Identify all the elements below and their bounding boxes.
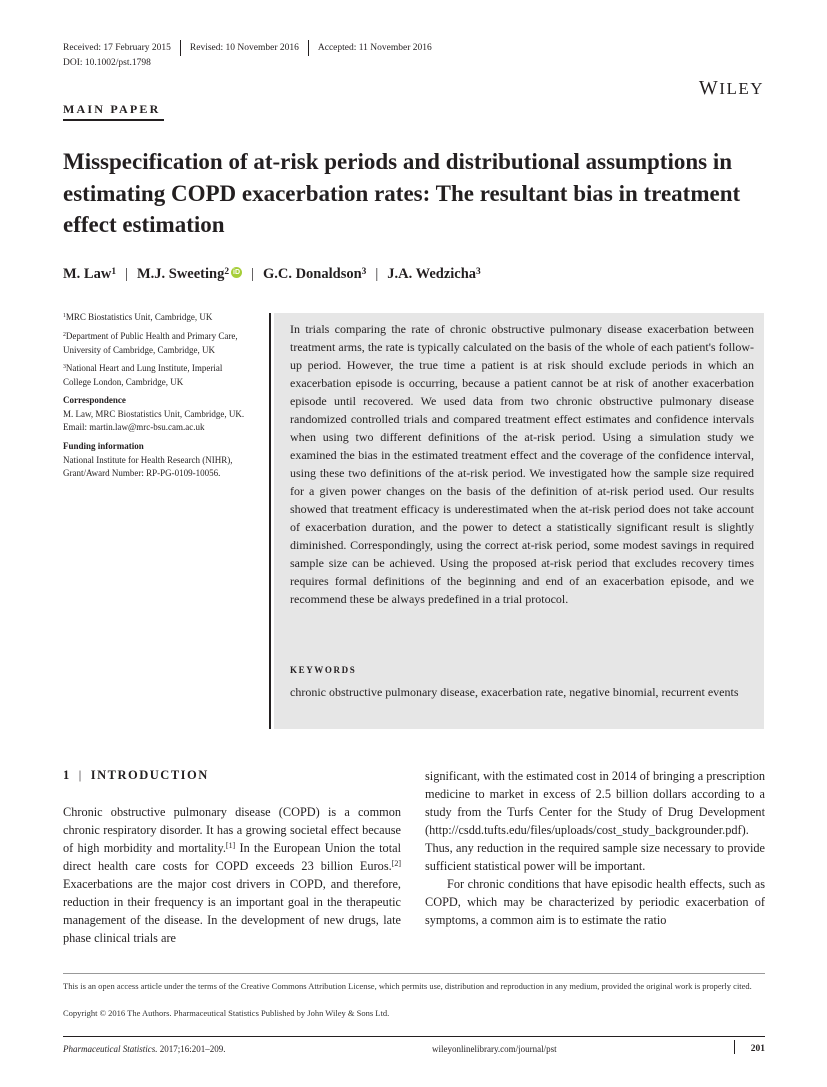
divider: [734, 1040, 735, 1054]
paragraph: Chronic obstructive pulmonary disease (COPD) is a common chronic respiratory disorder. It has a growing societal effect because of high morbidity and mortality.[1] In the European Union the total direct health care costs for COPD exceeds 23 billion Euros.[2] Exacerbations are the major cost drivers in COPD, and therefore, reduction in their frequency is an important goal in the therapeutic management of the disease. In the development of new drugs, late phase clinical trials are: [63, 805, 401, 945]
paragraph: significant, with the estimated cost in 2014 of bringing a prescription medicine to market in excess of 2.5 billion dollars according to a study from the Turfs Center for the Study of Drug Development (http://csdd.tufts.edu/files/uploads/cost_study_backgrounder.pdf). Thus, any reduction in the required sample size necessary to provide sufficient statistical power will be important.: [425, 769, 765, 873]
affiliation: $^1$MRC Biostatistics Unit, Cambridge, UK: [63, 312, 213, 322]
publisher-logo: WILEY: [698, 77, 764, 99]
section-rule: [63, 119, 164, 121]
abstract-text: In trials comparing the rate of chronic obstructive pulmonary disease exacerbation between treatment arms, the rate is typically calculated on the basis of the whole of each patient's follow-up period. However, the true time a patient is at risk should exclude periods in which an exacerbation episode is occurring, because a patient cannot be at risk of another exacerbation episode until recovered. We used data from two chronic obstructive pulmonary disease randomized controlled trials and compared treatment effect estimates and confidence intervals when using two different definitions of the at-risk period. Using a simulation study we examined the bias in the estimated treatment effect and the coverage of the confidence interval, using these two definitions of the at-risk period. We investigated how the sample size required for a given power changes on the basis of the definition of at-risk period used. Our results showed that treatment efficacy is underestimated when the at-risk period does not take account of exacerbation duration, and the power to detect a statistically significant result is slightly diminished. Correspondingly, using the correct at-risk period, some modest savings in required sample size can be achieved. Using the proposed at-risk period that excludes recovery times requires formal definitions of the beginning and end of an exacerbation episode, and we recommend these be always predefined in a trial protocol.: [290, 322, 754, 606]
affiliation: $^2$Department of Public Health and Primary Care, University of Cambridge, Cambridge, UK: [63, 331, 238, 355]
citation-link[interactable]: [2]: [391, 859, 401, 869]
footer-rule: [63, 1036, 765, 1037]
accepted-date: Accepted: 11 November 2016: [317, 43, 432, 53]
footnote-rule: [63, 973, 765, 974]
doi[interactable]: DOI: 10.1002/pst.1798: [63, 58, 151, 68]
page-number: 201: [750, 1044, 765, 1054]
article-title: Misspecification of at-risk periods and distributional assumptions in estimating COPD exacerbation rates: The resultant bias in treatment effect estimation: [63, 149, 741, 237]
abstract-rule: [269, 313, 271, 729]
author-list: M. Law$^1$ | M.J. Sweeting$^2$ iD | G.C. Donaldson$^3$ | J.A. Wedzicha$^3$: [63, 266, 481, 282]
divider: [308, 40, 309, 56]
citation-link[interactable]: [1]: [225, 841, 236, 851]
section-heading: 1 | INTRODUCTION: [63, 768, 209, 782]
license-note: This is an open access article under the terms of the Creative Commons Attribution License, which permits use, distribution and reproduction in any medium, provided the original work is properly cited.: [63, 981, 752, 991]
correspondence: Correspondence M. Law, MRC Biostatistics Unit, Cambridge, UK. Email: martin.law@mrc-bsu.cam.ac.uk: [63, 395, 245, 432]
received-date: Received: 17 February 2015: [63, 43, 171, 53]
copyright: Copyright © 2016 The Authors. Pharmaceutical Statistics Published by John Wiley & Sons Ltd.: [63, 1008, 390, 1018]
revised-date: Revised: 10 November 2016: [189, 43, 299, 53]
dates-row: [63, 40, 432, 56]
keywords: chronic obstructive pulmonary disease, exacerbation rate, negative binomial, recurrent events: [290, 685, 739, 699]
affiliation: $^3$National Heart and Lung Institute, Imperial College London, Cambridge, UK: [63, 363, 223, 387]
author[interactable]: G.C. Donaldson$^3$: [262, 266, 367, 282]
body-column-right: [425, 767, 765, 929]
correspondence-email[interactable]: Email: martin.law@mrc-bsu.cam.ac.uk: [63, 422, 205, 432]
section-label: MAIN PAPER: [63, 102, 161, 116]
author[interactable]: J.A. Wedzicha$^3$: [387, 266, 481, 282]
journal-citation: Pharmaceutical Statistics. 2017;16:201–209.: [63, 1044, 226, 1054]
paragraph: For chronic conditions that have episodic health effects, such as COPD, which may be characterized by periodic exacerbation of symptoms, a common aim is to estimate the ratio: [425, 877, 765, 927]
divider: [180, 40, 181, 56]
author[interactable]: M.J. Sweeting$^2$ iD: [136, 266, 241, 282]
body-column-left: [63, 803, 401, 947]
orcid-icon[interactable]: iD: [233, 269, 241, 276]
funding-information: Funding information National Institute for Health Research (NIHR), Grant/Award Number: RP-PG-0109-10056.: [63, 441, 233, 478]
keywords-label: KEYWORDS: [290, 665, 357, 675]
journal-website-link[interactable]: wileyonlinelibrary.com/journal/pst: [432, 1044, 557, 1054]
author[interactable]: M. Law$^1$: [63, 266, 117, 282]
